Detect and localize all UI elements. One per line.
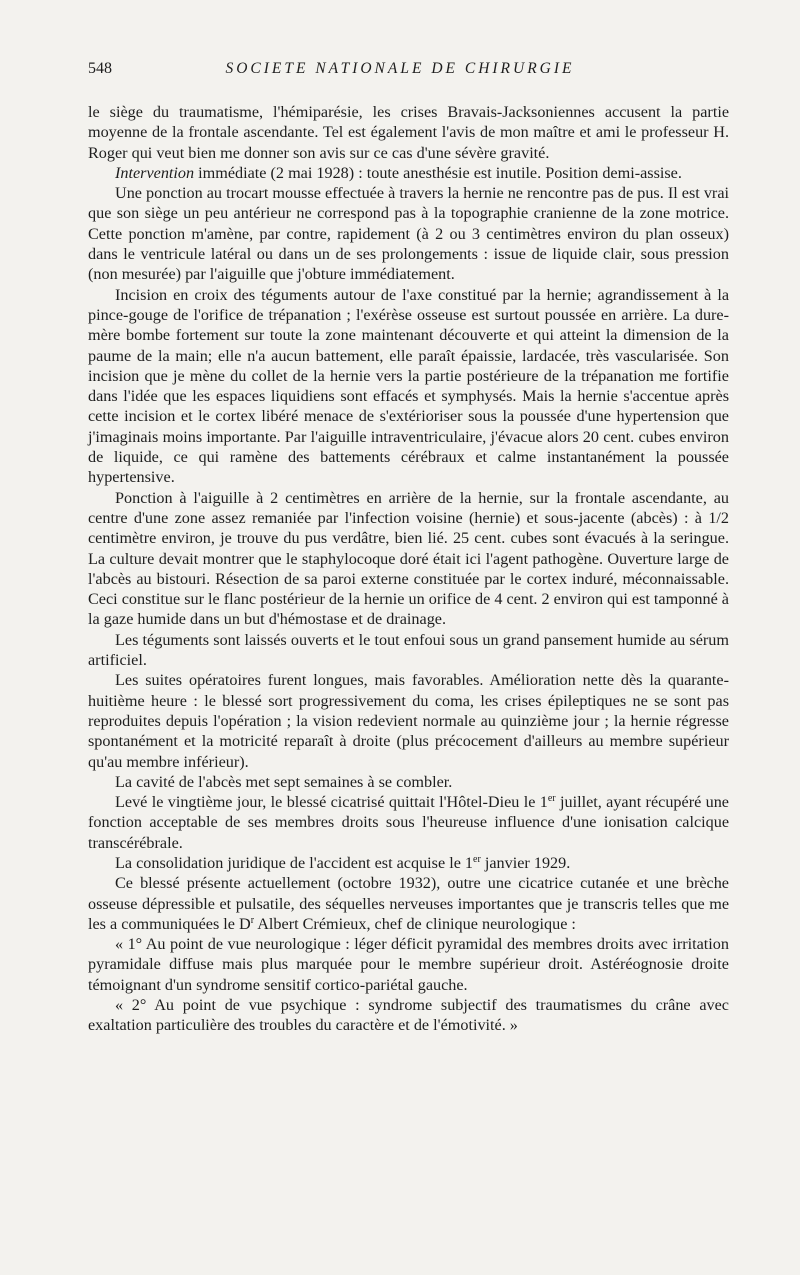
paragraph-text: juillet, ayant récupéré une fonction acceptable de ses membres droits sous l'heureuse influence d'une ionisation calcique transcérébrale. [88, 793, 729, 852]
superscript: er [473, 853, 481, 865]
paragraph: Une ponction au trocart mousse effectuée à travers la hernie ne rencontre pas de pus. Il est vrai que son siège un peu antérieur ne correspond pas à la topographie cranienne de la zone motrice. Cette ponction m'amène, par contre, rapidement (à 2 ou 3 centimètres environ du plan osseux) dans le ventricule latéral ou dans un de ses prolongements : issue de liquide clair, sous pression (non mesurée) par l'aiguille que j'obture immédiatement. [88, 184, 729, 284]
paragraph-text: Ce blessé présente actuellement (octobre 1932), outre une cicatrice cutanée et une brèche osseuse dépressible et pulsatile, des séquelles nerveuses importantes que je transcris telles que me les a communiquées le D [88, 874, 729, 933]
paragraph-text: janvier 1929. [480, 853, 571, 872]
page-header [88, 60, 712, 84]
italic-lead: Intervention [115, 163, 195, 182]
running-title: SOCIETE NATIONALE DE CHIRURGIE [225, 60, 575, 77]
paragraph: le siège du traumatisme, l'hémiparésie, les crises Bravais-Jacksoniennes accusent la partie moyenne de la frontale ascendante. Tel est également l'avis de mon maître et ami le professeur H. Roger qui veut bien me donner son avis sur ce cas d'une sévère gravité. [88, 103, 729, 162]
paragraph-text: immédiate (2 mai 1928) : toute anesthésie est inutile. Position demi-assise. [194, 163, 682, 182]
superscript: er [547, 793, 556, 805]
paragraph: Les téguments sont laissés ouverts et le tout enfoui sous un grand pansement humide au sérum artificiel. [88, 630, 729, 670]
superscript: r [250, 914, 255, 926]
paragraph: « 2° Au point de vue psychique : syndrome subjectif des traumatismes du crâne avec exaltation particulière des troubles du caractère et de l'émotivité. » [88, 996, 729, 1035]
paragraph-text: Albert Crémieux, chef de clinique neurologique : [254, 914, 576, 933]
paragraph: La cavité de l'abcès met sept semaines à se combler. [115, 772, 453, 791]
paragraph: Les suites opératoires furent longues, mais favorables. Amélioration nette dès la quarante-huitième heure : le blessé sort progressivement du coma, les crises épileptiques ne se sont pas reproduites depuis l'opération ; la vision redevient normale au quinzième jour ; la hernie régresse spontanément et la motricité reparaît à droite (plus précocement d'ailleurs au membre supérieur qu'au membre inférieur). [88, 671, 729, 771]
page-number: 548 [88, 60, 112, 77]
paragraph-text: La consolidation juridique de l'accident est acquise le 1 [115, 853, 474, 872]
paragraph [88, 792, 729, 853]
paragraph-text: Levé le vingtième jour, le blessé cicatrisé quittait l'Hôtel-Dieu le 1 [115, 793, 548, 812]
paragraph: « 1° Au point de vue neurologique : léger déficit pyramidal des membres droits avec irritation pyramidale diffuse mais plus marquée pour le membre supérieur droit. Astéréognosie droite témoignant d'un syndrome sensitif cortico-pariétal gauche. [88, 935, 729, 994]
paragraph [88, 873, 729, 934]
paragraph: Ponction à l'aiguille à 2 centimètres en arrière de la hernie, sur la frontale ascendante, au centre d'une zone assez remaniée par l'infection voisine (hernie) et sous-jacente (abcès) : à 1/2 centimètre environ, je trouve du pus verdâtre, bien lié. 25 cent. cubes sont évacués à la seringue. La culture devait montrer que le staphylocoque doré était ici l'agent pathogène. Ouverture large de l'abcès au bistouri. Résection de sa paroi externe constituée par le cortex induré, méconnaissable. Ceci constitue sur le flanc postérieur de la hernie un orifice de 4 cent. 2 environ qui est tamponné à la gaze humide dans un but d'hémostase et de drainage. [88, 488, 729, 629]
paragraph [88, 163, 729, 183]
paragraph: Incision en croix des téguments autour de l'axe constitué par la hernie; agrandissement à la pince-gouge de l'orifice de trépanation ; l'exérèse osseuse est surtout poussée en arrière. La dure-mère bombe fortement sur toute la zone maintenant découverte et qui atteint la dimension de la paume de la main; elle n'a aucun battement, elle paraît épaissie, lardacée, très vascularisée. Son incision que je mène du collet de la hernie vers la partie postérieure de la trépanation me fortifie dans l'idée que les espaces liquidiens sont effacés et symphysés. Mais la hernie s'accentue après cette incision et le cortex libéré menace de s'extérioriser sous la poussée d'une hypertension que j'imaginais moins importante. Par l'aiguille intraventriculaire, j'évacue alors 20 cent. cubes environ de liquide, ce qui ramène des battements cérébraux et calme instantanément la poussée hypertensive. [88, 285, 729, 487]
paragraph [88, 853, 729, 873]
body-text [88, 102, 729, 1036]
